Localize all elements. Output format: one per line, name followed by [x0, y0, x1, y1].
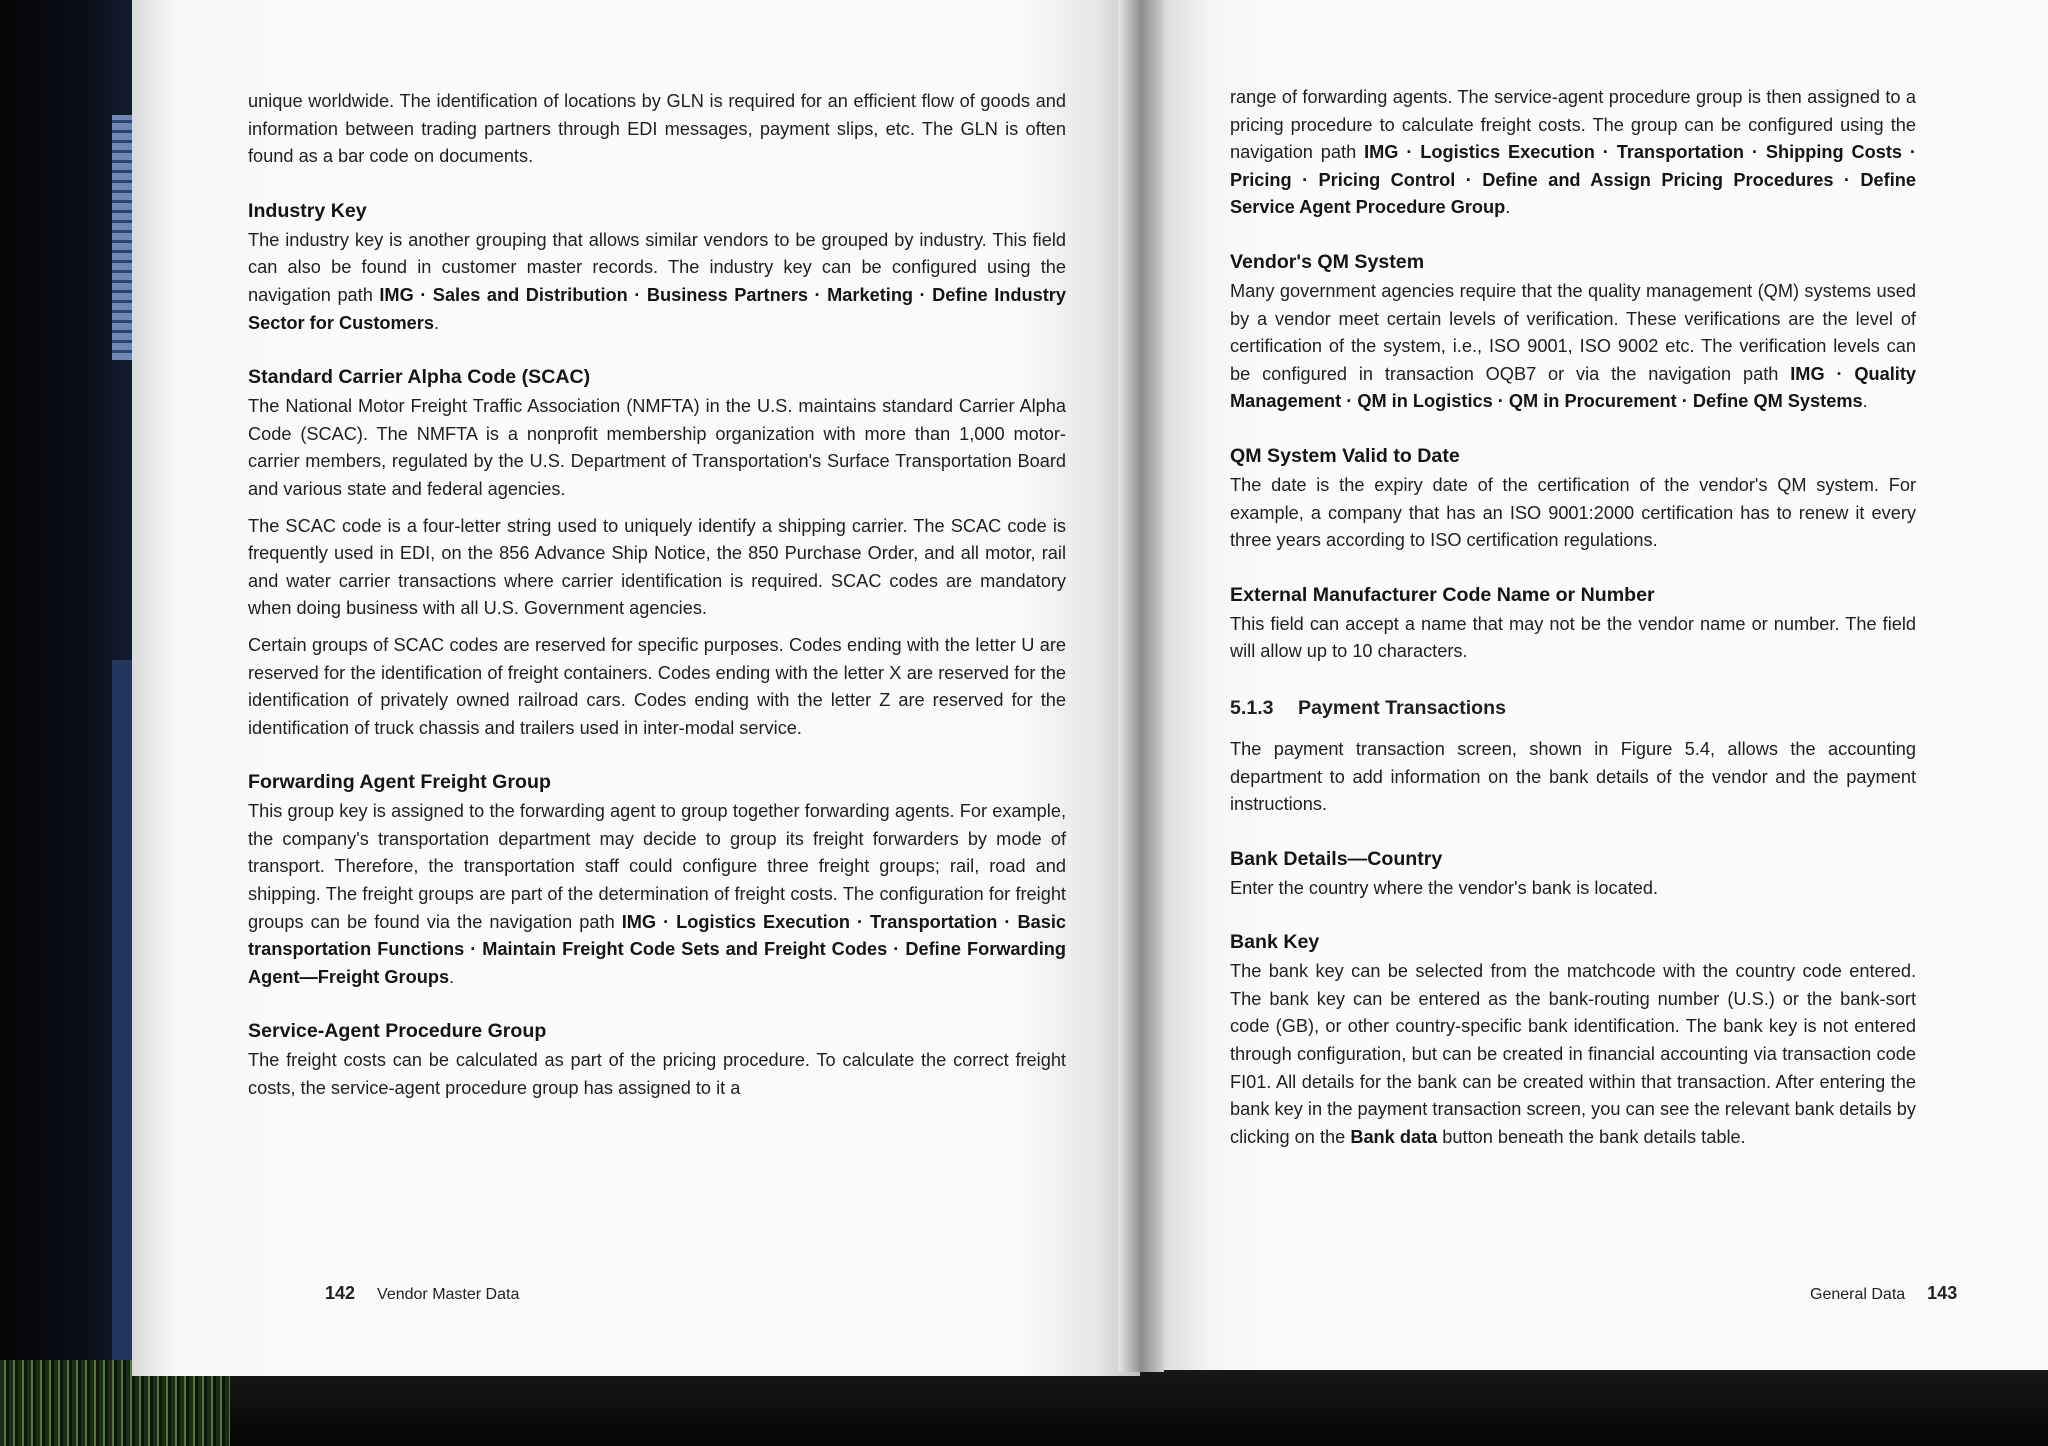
- right-page-body: [1230, 84, 1916, 1160]
- section-title: Payment Transactions: [1298, 696, 1506, 719]
- forwarding-nav-path: IMG · Logistics Execution · Transportation · Basic transportation Functions · Maintain Freight Code Sets and Freight Codes · Define Forwarding Agent—Freight Groups: [248, 911, 1067, 987]
- heading-industry-key: Industry Key: [248, 199, 367, 222]
- left-page-body: [248, 88, 1066, 1112]
- heading-scac: Standard Carrier Alpha Code (SCAC): [248, 366, 591, 389]
- chapter-title: Vendor Master Data: [377, 1286, 520, 1303]
- heading-qm-system: Vendor's QM System: [1230, 250, 1425, 273]
- qm-system-paragraph: [1230, 278, 1916, 416]
- payment-paragraph: The payment transaction screen, shown in Figure 5.4, allows the accounting department to add information on the bank details of the vendor and the payment instructions.: [1230, 738, 1916, 815]
- heading-service-agent: Service-Agent Procedure Group: [248, 1020, 547, 1043]
- industry-key-paragraph: [248, 227, 1066, 337]
- industry-key-end: .: [433, 312, 440, 333]
- scac-paragraph-1: The National Motor Freight Traffic Association (NMFTA) in the U.S. maintains standard Carrier Alpha Code (SCAC). The NMFTA is a nonprofit membership organization with more than 1,000 motor-carrier members, regulated by the U.S. Department of Transportation's Surface Transportation Board and various state and federal agencies.: [248, 396, 1066, 499]
- forwarding-text: This group key is assigned to the forwarding agent to group together forwarding agents. For example, the company's transportation department may decide to group its freight forwarders by mode of transport. Therefore, the transportation staff could configure three freight groups; rail, road and shipping. The freight groups are part of the determination of freight costs. The configuration for freight groups can be found via the navigation path: [248, 801, 1066, 932]
- continued-nav-path: IMG · Logistics Execution · Transportation · Shipping Costs · Pricing · Pricing Control · Define and Assign Pricing Procedures · Define Service Agent Procedure Group: [1230, 142, 1916, 218]
- section-title-footer: General Data: [1810, 1286, 1906, 1303]
- continued-end: .: [1505, 197, 1511, 218]
- bank-key-paragraph: [1230, 958, 1916, 1151]
- right-page-footer: [1810, 1283, 1957, 1304]
- heading-bank-key: Bank Key: [1230, 931, 1320, 954]
- left-page-footer: [325, 1283, 519, 1304]
- bank-data-term: Bank data: [1350, 1126, 1438, 1147]
- heading-bank-country: Bank Details—Country: [1230, 847, 1443, 870]
- qm-system-nav-path: IMG · Quality Management · QM in Logistics · QM in Procurement · Define QM Systems: [1230, 363, 1916, 412]
- industry-key-nav-path: IMG · Sales and Distribution · Business Partners · Marketing · Define Industry Sector for Customers: [248, 284, 1066, 333]
- bank-country-paragraph: Enter the country where the vendor's bank is located.: [1230, 877, 1659, 898]
- qm-system-end: .: [1862, 391, 1868, 412]
- section-number: 5.1.3: [1230, 696, 1274, 719]
- page-number-left: 142: [325, 1283, 356, 1303]
- external-manufacturer-paragraph: This field can accept a name that may not be the vendor name or number. The field will allow up to 10 characters.: [1230, 613, 1916, 662]
- heading-forwarding-agent: Forwarding Agent Freight Group: [248, 771, 551, 794]
- qm-valid-paragraph: The date is the expiry date of the certification of the vendor's QM system. For example, a company that has an ISO 9001:2000 certification has to renew it every three years according to ISO certification regulations.: [1230, 474, 1916, 551]
- forwarding-end: .: [449, 966, 455, 987]
- industry-key-text: The industry key is another grouping that allows similar vendors to be grouped by industry. This field can also be found in customer master records. The industry key can be configured using the navigation path: [248, 229, 1066, 305]
- qm-system-text: Many government agencies require that the quality management (QM) systems used by a vendor meet certain levels of verification. These verifications are the level of certification of the system, i.e., ISO 9001, ISO 9002 etc. The verification levels can be configured in transaction OQB7 or via the navigation path: [1230, 280, 1916, 384]
- continued-text: range of forwarding agents. The service-agent procedure group is then assigned to a pricing procedure to calculate freight costs. The group can be configured using the navigation path: [1230, 87, 1916, 163]
- heading-qm-valid-date: QM System Valid to Date: [1230, 444, 1460, 467]
- scac-paragraph-2: The SCAC code is a four-letter string used to uniquely identify a shipping carrier. The SCAC code is frequently used in EDI, on the 856 Advance Ship Notice, the 850 Purchase Order, and all motor, rail and water carrier transactions where carrier identification is required. SCAC codes are mandatory when doing business with all U.S. Government agencies.: [248, 515, 1066, 619]
- left-background-edge: [0, 0, 150, 1446]
- section-heading-payment: [1230, 694, 1916, 722]
- book-gutter: [1118, 0, 1164, 1372]
- scac-paragraph-3: Certain groups of SCAC codes are reserved for specific purposes. Codes ending with the letter U are reserved for the identification of freight containers. Codes ending with the letter X are reserved for the identification of privately owned railroad cars. Codes ending with the letter Z are reserved for the identification of truck chassis and trailers used in inter-modal service.: [248, 634, 1066, 738]
- service-agent-paragraph: The freight costs can be calculated as part of the pricing procedure. To calculate the correct freight costs, the service-agent procedure group has assigned to it a: [248, 1050, 1066, 1099]
- bank-key-text: The bank key can be selected from the matchcode with the country code entered. The bank key can be entered as the bank-routing number (U.S.) or the bank-sort code (GB), or other country-specific bank identification. The bank key is not entered through configuration, but can be created in financial accounting via transaction code FI01. All details for the bank can be created within that transaction. After entering the bank key in the payment transaction screen, you can see the relevant bank details by clicking on the: [1230, 961, 1916, 1147]
- heading-external-manufacturer: External Manufacturer Code Name or Number: [1230, 583, 1655, 606]
- forwarding-paragraph: [248, 798, 1066, 991]
- page-number-right: 143: [1927, 1283, 1958, 1303]
- bank-key-end: button beneath the bank details table.: [1437, 1126, 1746, 1147]
- continued-paragraph: [1230, 84, 1916, 222]
- intro-paragraph: unique worldwide. The identification of locations by GLN is required for an efficient flow of goods and information between trading partners through EDI messages, payment slips, etc. The GLN is often found as a bar code on documents.: [248, 91, 1066, 167]
